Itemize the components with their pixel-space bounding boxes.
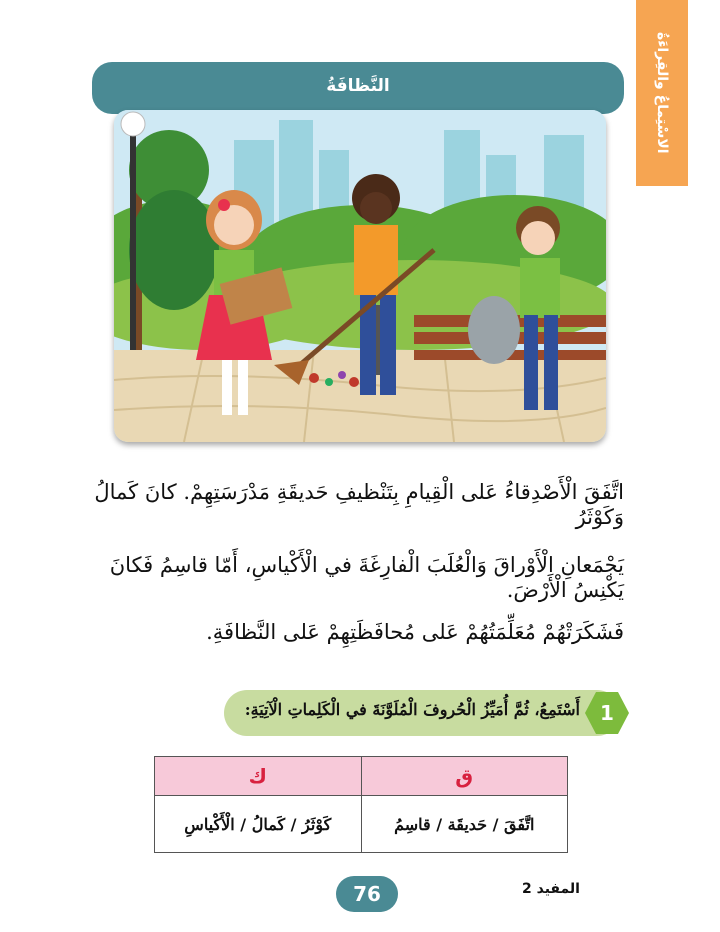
exercise-number: 1 [600, 701, 614, 725]
lesson-title-bar [92, 62, 624, 114]
park-cleanup-illustration [114, 110, 606, 442]
letters-table-row [155, 796, 568, 853]
story-line-2: يَجْمَعانِ الْأَوْراقَ وَالْعُلَبَ الْفارِغَةَ في الْأَكْياسِ، أَمّا قاسِمُ فَكانَ يَكْنِسُ الْأَرْضَ. [109, 553, 624, 603]
lesson-title: النَّظافَةُ [326, 76, 390, 96]
section-tab-label: الاسْتِماعُ والقِراءَةُ [654, 32, 670, 154]
header-qaf: ق [361, 757, 568, 796]
section-tab [636, 0, 688, 186]
cell-kaf-words: كَوْثَرُ / كَمالُ / الْأَكْياسِ [155, 796, 362, 853]
story-line-3: فَشَكَرَتْهُمْ مُعَلِّمَتُهُمْ عَلى مُحافَظَتِهِمْ عَلى النَّظافَةِ. [206, 620, 624, 644]
book-title: المفيد 2 [522, 881, 580, 897]
story-line-1: اتَّفَقَ الْأَصْدِقاءُ عَلى الْقِيامِ بِتَنْظيفِ حَديقَةِ مَدْرَسَتِهِمْ. كانَ كَمالُ وَكَوْثَرُ [94, 480, 624, 530]
page-number: 76 [336, 876, 398, 912]
header-kaf: ك [155, 757, 362, 796]
letters-table-header-row [155, 757, 568, 796]
cell-qaf-words: اتَّفَقَ / حَديقَة / قاسِمُ [361, 796, 568, 853]
exercise-instruction: أَسْتَمِعُ، ثُمَّ أُمَيِّزُ الْحُروفَ الْمُلَوَّنَةَ في الْكَلِماتِ الْآتِيَةِ: [244, 700, 580, 719]
letters-table [154, 756, 568, 853]
